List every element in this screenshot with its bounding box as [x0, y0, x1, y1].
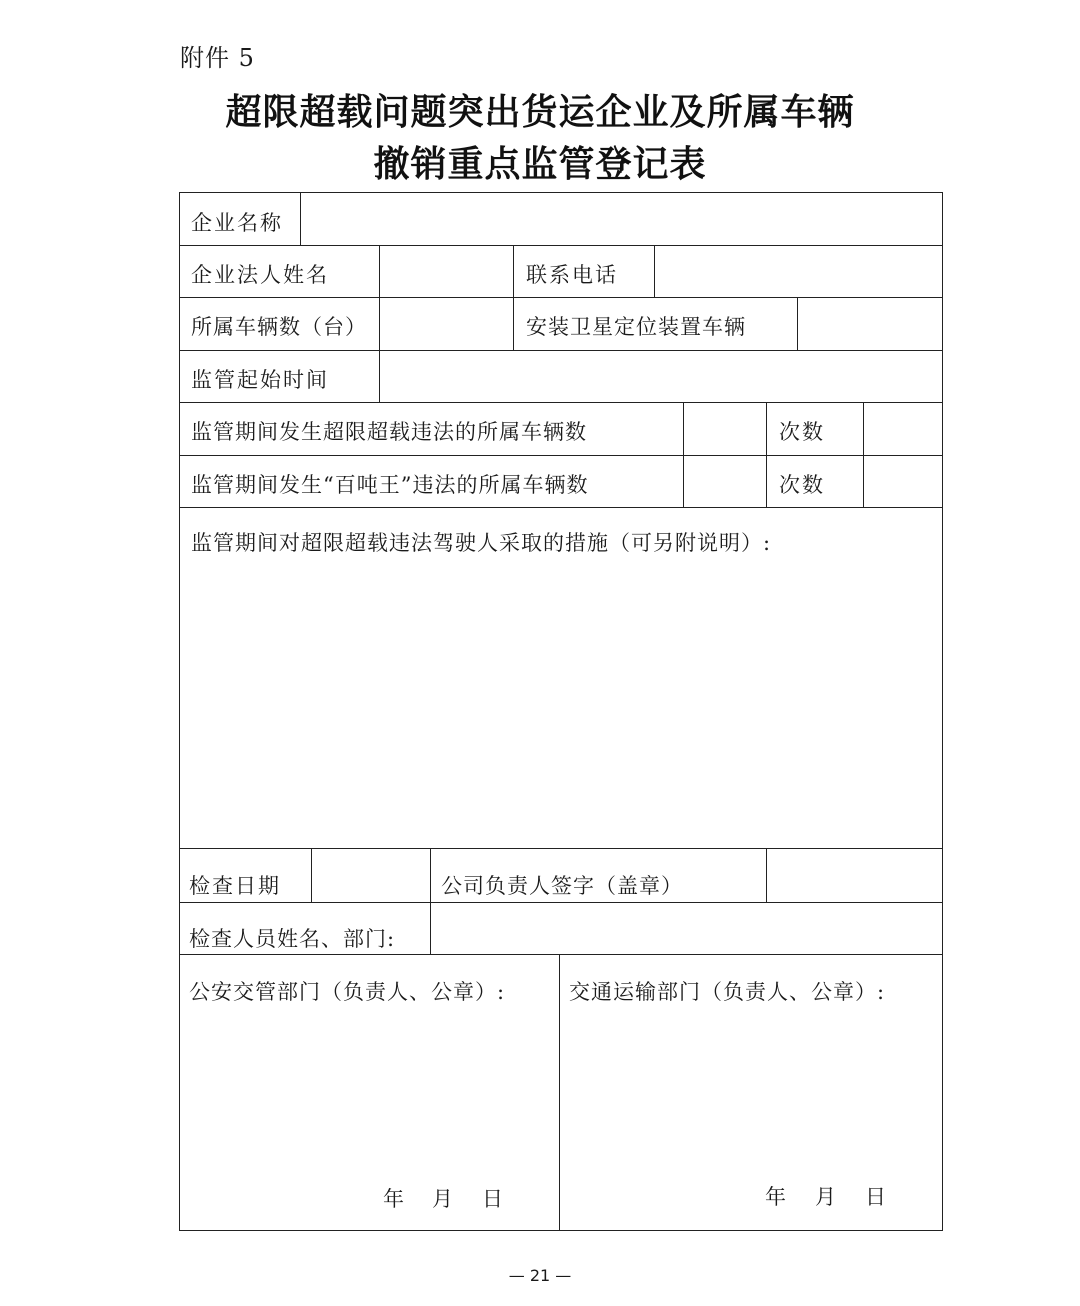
overload-vehicles-label: 监管期间发生超限超载违法的所属车辆数 [191, 420, 587, 444]
police-dept-sign-area[interactable] [182, 1008, 557, 1183]
driver-measures-field[interactable] [182, 558, 940, 846]
registration-form-table [179, 192, 943, 1231]
times-label-2: 次数 [779, 473, 825, 497]
overload-times-field[interactable] [865, 404, 940, 453]
legal-person-label: 企业法人姓名 [191, 263, 329, 287]
transport-dept-sign-area[interactable] [561, 1008, 940, 1183]
vehicle-count-label: 所属车辆数（台） [191, 315, 367, 339]
gps-vehicles-label: 安装卫星定位装置车辆 [526, 315, 746, 339]
form-title-line-2: 撤销重点监管登记表 [373, 143, 707, 185]
transport-date-month: 月 [815, 1185, 836, 1209]
times-label-1: 次数 [779, 420, 825, 444]
page-number: — 21 — [508, 1266, 572, 1285]
hundred-ton-vehicles-label: 监管期间发生“百吨王”违法的所属车辆数 [191, 473, 589, 497]
inspection-date-field[interactable] [313, 850, 428, 900]
driver-measures-label: 监管期间对超限超载违法驾驶人采取的措施（可另附说明）: [191, 531, 772, 555]
company-name-field[interactable] [302, 195, 940, 243]
company-signature-label: 公司负责人签字（盖章） [441, 874, 683, 898]
hundred-ton-times-field[interactable] [865, 457, 940, 505]
company-signature-field[interactable] [768, 850, 940, 900]
phone-label: 联系电话 [526, 263, 618, 287]
transport-dept-label: 交通运输部门（负责人、公章）: [569, 980, 886, 1004]
inspection-date-label: 检查日期 [189, 874, 281, 898]
police-dept-label: 公安交管部门（负责人、公章）: [189, 980, 506, 1004]
form-title-line-1: 超限超载问题突出货运企业及所属车辆 [225, 91, 855, 133]
inspector-field[interactable] [432, 904, 940, 952]
gps-vehicles-field[interactable] [799, 299, 940, 348]
supervision-start-field[interactable] [381, 352, 940, 400]
overload-vehicles-field[interactable] [685, 404, 764, 453]
transport-date-year: 年 [765, 1185, 786, 1209]
attachment-label: 附件 5 [180, 44, 255, 72]
inspector-label: 检查人员姓名、部门: [189, 927, 396, 951]
supervision-start-label: 监管起始时间 [191, 368, 329, 392]
phone-field[interactable] [656, 247, 940, 295]
police-date-year: 年 [383, 1187, 404, 1211]
vehicle-count-field[interactable] [381, 299, 511, 348]
police-date-month: 月 [432, 1187, 453, 1211]
hundred-ton-vehicles-field[interactable] [685, 457, 764, 505]
legal-person-field[interactable] [381, 247, 511, 295]
police-date-day: 日 [482, 1187, 503, 1211]
transport-date-day: 日 [865, 1185, 886, 1209]
company-name-label: 企业名称 [191, 211, 283, 235]
